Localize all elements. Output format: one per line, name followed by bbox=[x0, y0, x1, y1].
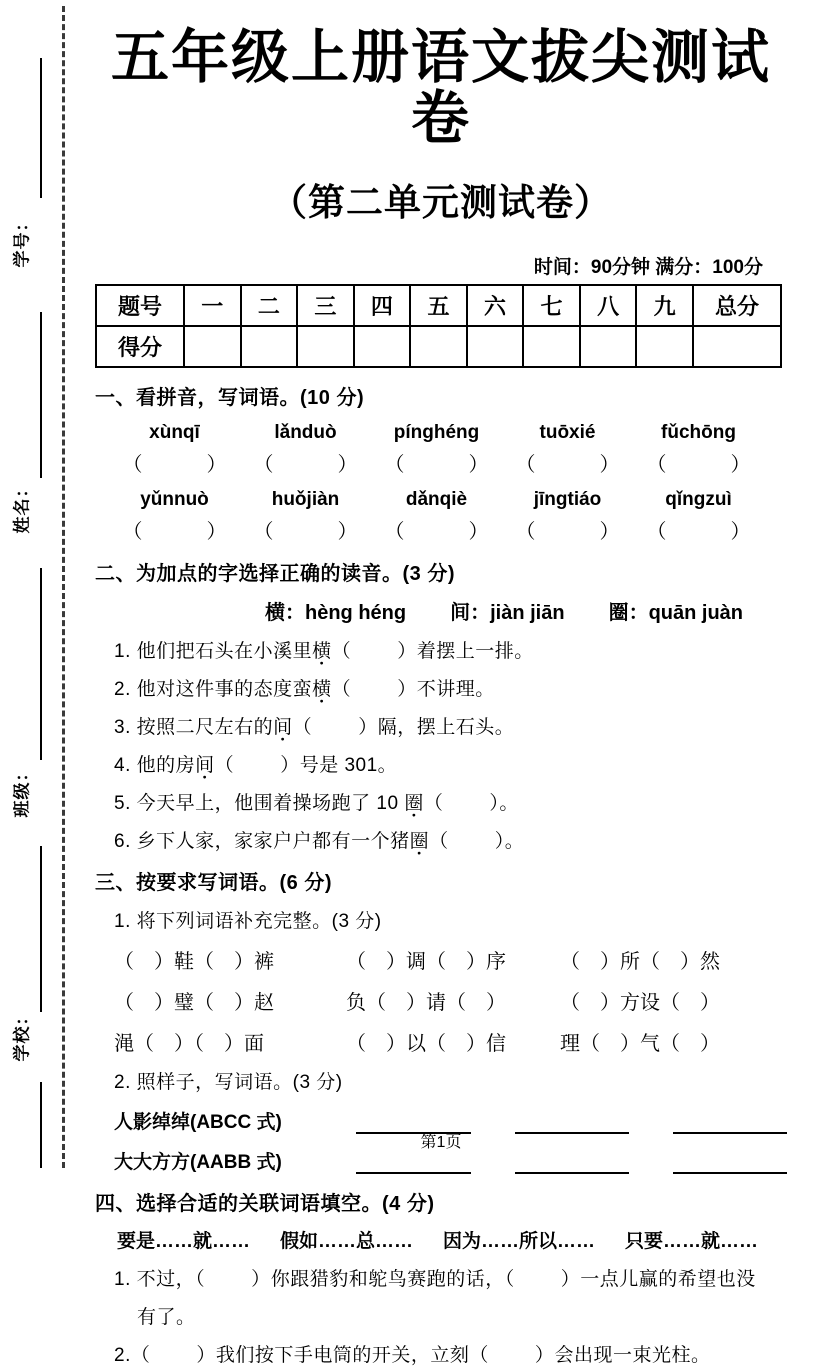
word-completion-row bbox=[114, 986, 787, 1015]
section3-sub2: 2. 照样子，写词语。(3 分) bbox=[114, 1071, 343, 1093]
word-completion-group[interactable]: （ ）鞋（ ）裤 bbox=[114, 950, 274, 973]
answer-line[interactable] bbox=[356, 1152, 470, 1174]
rail-fill-line[interactable] bbox=[40, 58, 42, 198]
score-cell[interactable] bbox=[297, 326, 354, 367]
rail-label-class: 班级： bbox=[12, 763, 32, 818]
word-completion-group[interactable]: （ ）方设（ ） bbox=[560, 991, 720, 1014]
word-completion-group[interactable]: 渑（ ）（ ）面 bbox=[114, 1032, 264, 1055]
rail-label-name: 姓名： bbox=[12, 479, 32, 534]
pinyin-row-1 bbox=[109, 422, 787, 444]
pinyin-word: dǎnqiè bbox=[405, 488, 468, 510]
dotted-char: 横 ● bbox=[312, 636, 332, 663]
question-item: 2.（ ）我们按下手电筒的开关，立刻（ ）会出现一束光柱。 bbox=[114, 1344, 711, 1366]
word-completion-group[interactable]: 理（ ）气（ ） bbox=[560, 1032, 720, 1055]
pinyin-word: tuōxié bbox=[539, 421, 596, 443]
pattern-example: 人影绰绰(ABCC 式) bbox=[114, 1111, 282, 1133]
score-header-cell: 一 bbox=[184, 285, 241, 326]
blank-parens[interactable]: （ ） bbox=[195, 1268, 271, 1290]
score-cell[interactable] bbox=[354, 326, 411, 367]
section3-heading: 三、按要求写词语。(6 分) bbox=[95, 871, 332, 894]
conjunction-option: 因为……所以…… bbox=[443, 1230, 596, 1252]
blank-parens[interactable]: （ ） bbox=[515, 453, 620, 476]
pinyin-word: qǐngzuì bbox=[665, 488, 732, 510]
blank-parens[interactable]: （ ） bbox=[504, 1268, 581, 1290]
rail-label-school: 学校： bbox=[12, 1007, 32, 1062]
rail-label-student-id: 学号： bbox=[12, 213, 32, 268]
exam-meta: 时间：90分钟 满分：100分 bbox=[533, 256, 763, 278]
word-completion-group[interactable]: （ ）璧（ ）赵 bbox=[114, 991, 274, 1014]
page-title: 五年级上册语文拔尖测试卷 bbox=[110, 25, 771, 151]
blank-parens[interactable]: （ ） bbox=[384, 453, 489, 476]
word-completion-group[interactable]: 负（ ）请（ ） bbox=[346, 991, 506, 1014]
section2-heading: 二、为加点的字选择正确的读音。(3 分) bbox=[95, 562, 455, 585]
page-subtitle: （第二单元测试卷） bbox=[270, 181, 612, 223]
dotted-char: 圈 ● bbox=[404, 788, 424, 815]
conjunction-options bbox=[117, 1226, 787, 1253]
blank-parens[interactable]: （ ） bbox=[469, 1344, 555, 1366]
dotted-char: 横 ● bbox=[312, 674, 332, 701]
page-number: 第1页 bbox=[420, 1134, 462, 1151]
word-completion-group[interactable]: （ ）以（ ）信 bbox=[346, 1032, 506, 1055]
rail-fill-line[interactable] bbox=[40, 312, 42, 478]
blank-parens[interactable]: （ ） bbox=[384, 520, 489, 543]
answer-line[interactable] bbox=[515, 1152, 629, 1174]
conjunction-option: 假如……总…… bbox=[280, 1230, 414, 1252]
score-cell[interactable] bbox=[467, 326, 524, 367]
blank-parens[interactable]: （ ） bbox=[646, 453, 751, 476]
pinyin-row-2 bbox=[109, 489, 787, 511]
pinyin-word: huǒjiàn bbox=[271, 488, 340, 510]
question-item: 6. 乡下人家，家家户户都有一个猪圈 ●（ ）。 bbox=[114, 826, 787, 853]
score-header-cell: 题号 bbox=[96, 285, 184, 326]
paper-content bbox=[95, 16, 787, 1367]
score-header-cell: 二 bbox=[241, 285, 298, 326]
word-completion-row bbox=[114, 945, 787, 974]
pinyin-word: yǔnnuò bbox=[140, 488, 209, 510]
word-completion-group[interactable]: （ ）所（ ）然 bbox=[560, 950, 720, 973]
section1-heading: 一、看拼音，写词语。(10 分) bbox=[95, 386, 365, 409]
score-entry-row bbox=[96, 326, 781, 367]
score-header-cell: 六 bbox=[467, 285, 524, 326]
score-cell[interactable] bbox=[184, 326, 241, 367]
word-completion-group[interactable]: （ ）调（ ）序 bbox=[346, 950, 506, 973]
score-header-cell: 三 bbox=[297, 285, 354, 326]
conjunction-option: 要是……就…… bbox=[117, 1230, 251, 1252]
blank-parens[interactable]: （ ） bbox=[130, 1344, 216, 1366]
score-header-cell: 总分 bbox=[693, 285, 781, 326]
dotted-char: 圈 ● bbox=[410, 826, 430, 853]
rail-fill-line[interactable] bbox=[40, 846, 42, 1012]
word-completion-row bbox=[114, 1027, 787, 1056]
score-cell[interactable] bbox=[410, 326, 467, 367]
dotted-char: 间 ● bbox=[195, 750, 215, 777]
question-item-wrap: 有了。 bbox=[137, 1306, 196, 1328]
score-cell[interactable] bbox=[580, 326, 637, 367]
question-item: 3. 按照二尺左右的间 ●（ ）隔，摆上石头。 bbox=[114, 712, 787, 739]
question-item: 2. 他对这件事的态度蛮横 ●（ ）不讲理。 bbox=[114, 674, 787, 701]
blank-parens[interactable]: （ ） bbox=[331, 640, 417, 662]
pinyin-word: pínghéng bbox=[393, 421, 480, 443]
blank-parens[interactable]: （ ） bbox=[253, 520, 358, 543]
section3-sub1: 1. 将下列词语补充完整。(3 分) bbox=[114, 910, 382, 932]
pinyin-word: jīngtiáo bbox=[533, 488, 602, 510]
blank-parens[interactable]: （ ） bbox=[253, 453, 358, 476]
question-item: 4. 他的房间 ●（ ）号是 301。 bbox=[114, 750, 787, 777]
score-cell[interactable] bbox=[523, 326, 580, 367]
pronunciation-options bbox=[265, 596, 787, 625]
rail-fill-line[interactable] bbox=[40, 568, 42, 760]
score-cell[interactable] bbox=[241, 326, 298, 367]
answer-paren-row-2 bbox=[109, 515, 787, 544]
score-header-cell: 五 bbox=[410, 285, 467, 326]
question-item: 5. 今天早上，他围着操场跑了 10 圈 ●（ ）。 bbox=[114, 788, 787, 815]
pattern-example: 大大方方(AABB 式) bbox=[114, 1151, 282, 1173]
score-header-cell: 九 bbox=[636, 285, 693, 326]
option-readings: 横：hèng héng bbox=[265, 601, 407, 624]
blank-parens[interactable]: （ ） bbox=[429, 830, 505, 852]
blank-parens[interactable]: （ ） bbox=[646, 520, 751, 543]
score-header-row bbox=[96, 285, 781, 326]
score-table bbox=[95, 284, 782, 368]
pinyin-word: lǎnduò bbox=[274, 421, 337, 443]
section4-heading: 四、选择合适的关联词语填空。(4 分) bbox=[95, 1192, 435, 1215]
answer-line[interactable] bbox=[673, 1152, 787, 1174]
blank-parens[interactable]: （ ） bbox=[292, 716, 378, 738]
score-header-cell: 四 bbox=[354, 285, 411, 326]
dotted-char: 间 ● bbox=[273, 712, 293, 739]
blank-parens[interactable]: （ ） bbox=[214, 754, 300, 776]
conjunction-option: 只要……就…… bbox=[625, 1230, 759, 1252]
question-item: 1. 他们把石头在小溪里横 ●（ ）着摆上一排。 bbox=[114, 636, 787, 663]
score-cell[interactable] bbox=[636, 326, 693, 367]
blank-parens[interactable]: （ ） bbox=[331, 678, 417, 700]
option-readings: 间：jiàn jiān bbox=[450, 601, 565, 624]
blank-parens[interactable]: （ ） bbox=[515, 520, 620, 543]
rail-fill-line[interactable] bbox=[40, 1082, 42, 1168]
pinyin-word: xùnqī bbox=[149, 421, 200, 443]
pinyin-word: fǔchōng bbox=[661, 421, 736, 443]
blank-parens[interactable]: （ ） bbox=[423, 792, 500, 814]
question-item: 1. 不过，（ ）你跟猎豹和鸵鸟赛跑的话，（ ）一点儿赢的希望也没 bbox=[114, 1268, 756, 1290]
blank-parens[interactable]: （ ） bbox=[122, 453, 227, 476]
blank-parens[interactable]: （ ） bbox=[122, 520, 227, 543]
option-readings: 圈：quān juàn bbox=[608, 601, 744, 624]
score-header-cell: 八 bbox=[580, 285, 637, 326]
score-cell[interactable] bbox=[693, 326, 781, 367]
score-header-cell: 七 bbox=[523, 285, 580, 326]
answer-paren-row-1 bbox=[109, 448, 787, 477]
score-row-label: 得分 bbox=[96, 326, 184, 367]
dashed-cut-line bbox=[62, 6, 65, 1168]
